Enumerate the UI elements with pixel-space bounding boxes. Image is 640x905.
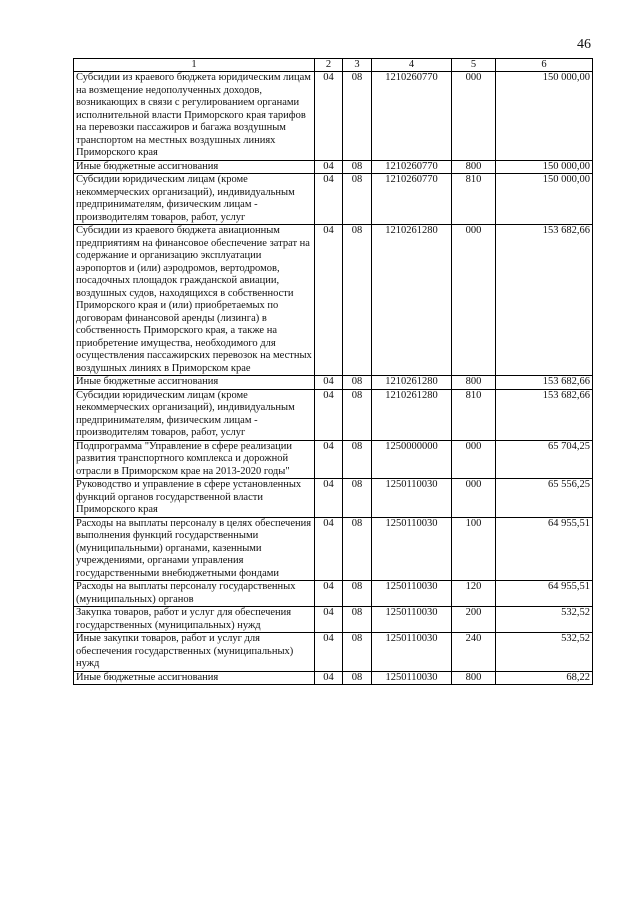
column-header: 1 xyxy=(74,59,315,72)
table-row xyxy=(74,376,593,390)
table-row xyxy=(74,225,593,376)
item-name: Иные бюджетные ассигнования xyxy=(74,160,315,174)
column-header: 2 xyxy=(315,59,343,72)
subsection-code: 08 xyxy=(343,517,372,581)
target-article-code: 1250110030 xyxy=(372,607,452,633)
section-code: 04 xyxy=(315,581,343,607)
amount: 65 556,25 xyxy=(496,479,593,518)
section-code: 04 xyxy=(315,225,343,376)
item-name: Расходы на выплаты персоналу государственных (муниципальных) органов xyxy=(74,581,315,607)
section-code: 04 xyxy=(315,607,343,633)
table-row xyxy=(74,440,593,479)
target-article-code: 1250110030 xyxy=(372,671,452,685)
expense-type-code: 800 xyxy=(452,671,496,685)
table-row xyxy=(74,607,593,633)
amount: 64 955,51 xyxy=(496,581,593,607)
target-article-code: 1250110030 xyxy=(372,633,452,672)
budget-table xyxy=(73,58,593,685)
section-code: 04 xyxy=(315,72,343,161)
amount: 68,22 xyxy=(496,671,593,685)
target-article-code: 1250110030 xyxy=(372,479,452,518)
section-code: 04 xyxy=(315,517,343,581)
subsection-code: 08 xyxy=(343,389,372,440)
item-name: Иные бюджетные ассигнования xyxy=(74,376,315,390)
expense-type-code: 240 xyxy=(452,633,496,672)
table-body xyxy=(74,72,593,685)
table-row xyxy=(74,517,593,581)
target-article-code: 1210260770 xyxy=(372,174,452,225)
subsection-code: 08 xyxy=(343,440,372,479)
item-name: Подпрограмма "Управление в сфере реализации развития транспортного комплекса и дорожной отрасли в Приморском крае на 2013-2020 годы" xyxy=(74,440,315,479)
expense-type-code: 810 xyxy=(452,174,496,225)
section-code: 04 xyxy=(315,376,343,390)
item-name: Закупка товаров, работ и услуг для обеспечения государственных (муниципальных) нужд xyxy=(74,607,315,633)
table-row xyxy=(74,581,593,607)
column-header: 6 xyxy=(496,59,593,72)
expense-type-code: 000 xyxy=(452,440,496,479)
item-name: Субсидии из краевого бюджета юридическим лицам на возмещение недополученных доходов, возникающих в связи с регулированием органами исполнительной власти Приморского края тарифов на перевозки пассажиров и багажа воздушным транспортом на местных воздушных линиях Приморского края xyxy=(74,72,315,161)
table-row xyxy=(74,72,593,161)
table-row xyxy=(74,671,593,685)
subsection-code: 08 xyxy=(343,72,372,161)
expense-type-code: 100 xyxy=(452,517,496,581)
expense-type-code: 120 xyxy=(452,581,496,607)
target-article-code: 1210261280 xyxy=(372,389,452,440)
table-row xyxy=(74,479,593,518)
section-code: 04 xyxy=(315,440,343,479)
expense-type-code: 000 xyxy=(452,225,496,376)
target-article-code: 1210261280 xyxy=(372,225,452,376)
subsection-code: 08 xyxy=(343,607,372,633)
table-row xyxy=(74,174,593,225)
amount: 64 955,51 xyxy=(496,517,593,581)
table-row xyxy=(74,160,593,174)
expense-type-code: 000 xyxy=(452,479,496,518)
amount: 153 682,66 xyxy=(496,225,593,376)
item-name: Руководство и управление в сфере установленных функций органов государственной власти Приморского края xyxy=(74,479,315,518)
table-row xyxy=(74,633,593,672)
subsection-code: 08 xyxy=(343,581,372,607)
amount: 532,52 xyxy=(496,607,593,633)
section-code: 04 xyxy=(315,671,343,685)
subsection-code: 08 xyxy=(343,174,372,225)
item-name: Иные закупки товаров, работ и услуг для обеспечения государственных (муниципальных) нужд xyxy=(74,633,315,672)
item-name: Субсидии из краевого бюджета авиационным предприятиям на финансовое обеспечение затрат на содержание и организацию эксплуатации аэропортов и (или) аэродромов, вертодромов, посадочных площадок гражданской авиации, воздушных судов, находящихся в собственности Приморского края и (или) приобретаемых по договорам финансовой аренды (лизинга) в собственность Приморского края, а также на приобретение имущества, необходимого для осуществления пассажирских перевозок на местных воздушных линиях в Приморском крае xyxy=(74,225,315,376)
item-name: Расходы на выплаты персоналу в целях обеспечения выполнения функций государственными (муниципальными) органами, казенными учреждениями, органами управления государственными внебюджетными фондами xyxy=(74,517,315,581)
section-code: 04 xyxy=(315,389,343,440)
expense-type-code: 000 xyxy=(452,72,496,161)
amount: 65 704,25 xyxy=(496,440,593,479)
amount: 532,52 xyxy=(496,633,593,672)
amount: 150 000,00 xyxy=(496,174,593,225)
target-article-code: 1250110030 xyxy=(372,517,452,581)
target-article-code: 1210260770 xyxy=(372,160,452,174)
item-name: Субсидии юридическим лицам (кроме некоммерческих организаций), индивидуальным предпринимателям, физическим лицам - производителям товаров, работ, услуг xyxy=(74,174,315,225)
amount: 150 000,00 xyxy=(496,160,593,174)
expense-type-code: 200 xyxy=(452,607,496,633)
target-article-code: 1210260770 xyxy=(372,72,452,161)
column-header: 4 xyxy=(372,59,452,72)
subsection-code: 08 xyxy=(343,225,372,376)
item-name: Иные бюджетные ассигнования xyxy=(74,671,315,685)
target-article-code: 1250110030 xyxy=(372,581,452,607)
subsection-code: 08 xyxy=(343,376,372,390)
amount: 153 682,66 xyxy=(496,376,593,390)
table-header-row xyxy=(74,59,593,72)
amount: 150 000,00 xyxy=(496,72,593,161)
expense-type-code: 810 xyxy=(452,389,496,440)
subsection-code: 08 xyxy=(343,160,372,174)
column-header: 5 xyxy=(452,59,496,72)
table-row xyxy=(74,389,593,440)
section-code: 04 xyxy=(315,479,343,518)
subsection-code: 08 xyxy=(343,633,372,672)
section-code: 04 xyxy=(315,633,343,672)
expense-type-code: 800 xyxy=(452,160,496,174)
subsection-code: 08 xyxy=(343,671,372,685)
section-code: 04 xyxy=(315,160,343,174)
item-name: Субсидии юридическим лицам (кроме некоммерческих организаций), индивидуальным предпринимателям, физическим лицам - производителям товаров, работ, услуг xyxy=(74,389,315,440)
column-header: 3 xyxy=(343,59,372,72)
expense-type-code: 800 xyxy=(452,376,496,390)
amount: 153 682,66 xyxy=(496,389,593,440)
section-code: 04 xyxy=(315,174,343,225)
page-number: 46 xyxy=(577,37,591,52)
target-article-code: 1250000000 xyxy=(372,440,452,479)
subsection-code: 08 xyxy=(343,479,372,518)
target-article-code: 1210261280 xyxy=(372,376,452,390)
